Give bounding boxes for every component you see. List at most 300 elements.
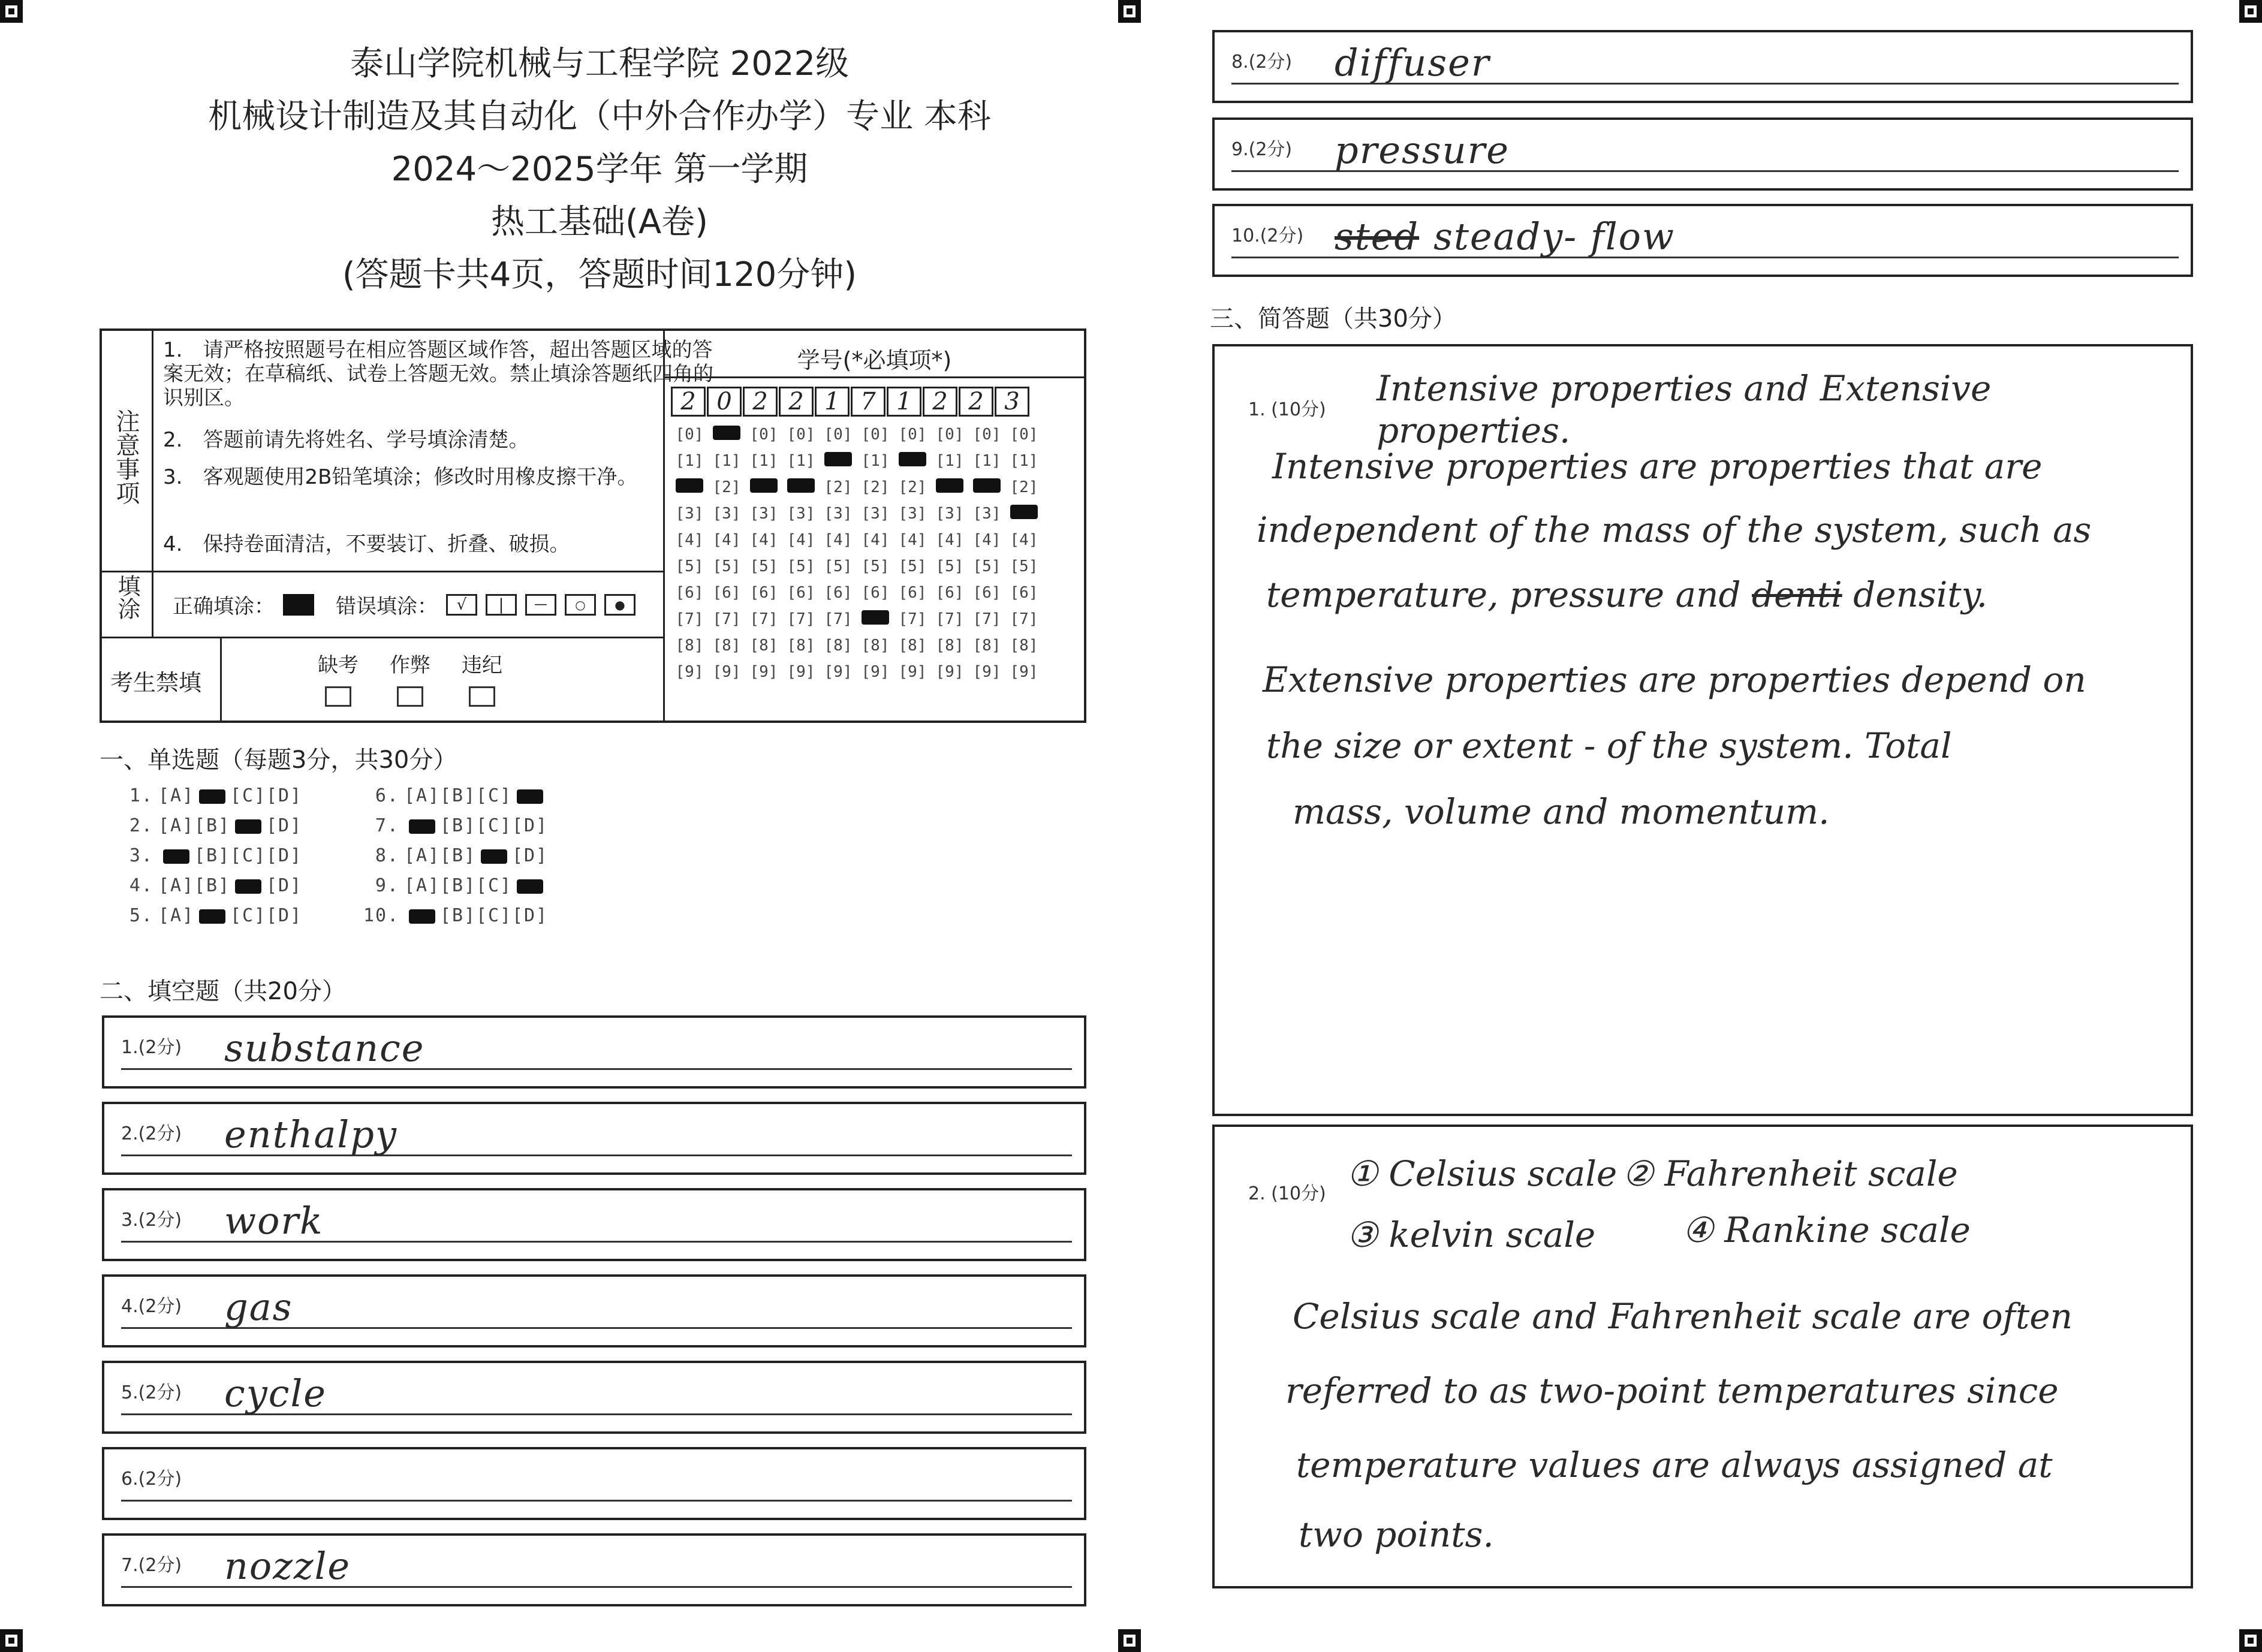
fill-in-answer[interactable] [224, 1371, 327, 1415]
id-bubble[interactable]: [9] [1010, 663, 1038, 681]
divider [102, 571, 663, 572]
student-id-bubble-grid [671, 421, 1043, 685]
id-bubble-filled [862, 610, 889, 625]
fill-row [173, 590, 635, 619]
id-bubble[interactable]: [5] [972, 557, 1001, 575]
mc-option-c[interactable]: [C] [476, 815, 513, 836]
correct-fill-label: 正确填涂： [173, 595, 275, 619]
id-bubble[interactable]: [7] [1010, 610, 1038, 628]
id-bubble[interactable]: [6] [861, 584, 890, 602]
notice-item-3: 3. 客观题使用2B铅笔填涂；修改时用橡皮擦干净。 [163, 465, 638, 489]
mc-option-b[interactable]: [B] [440, 785, 477, 806]
mc-option-c[interactable]: [C] [230, 845, 267, 866]
wrong-mark-circle: ○ [565, 594, 596, 616]
id-bubble[interactable]: [4] [861, 531, 890, 549]
id-bubble[interactable] [820, 448, 857, 474]
id-bubble-row [671, 632, 1043, 659]
id-bubble-row [671, 448, 1043, 474]
fill-in-answer-text: steady- flow [1433, 215, 1676, 258]
id-bubble[interactable]: [5] [712, 557, 741, 575]
id-bubble[interactable]: [7] [712, 610, 741, 628]
header-line-3: 2024～2025学年 第一学期 [391, 150, 808, 189]
id-digit[interactable]: 2 [923, 387, 957, 417]
mc-option-d[interactable]: [D] [512, 845, 549, 866]
fill-in-answer-text: work [224, 1199, 324, 1243]
fill-in-answer[interactable] [1335, 41, 1490, 85]
mc-option-a[interactable]: [A] [158, 875, 195, 896]
mc-option-d[interactable]: [D] [266, 845, 303, 866]
id-bubble[interactable] [857, 606, 894, 632]
mc-column-right [363, 785, 548, 935]
id-bubble[interactable]: [3] [749, 505, 778, 523]
mc-option-filled [517, 879, 543, 894]
id-bubble-row [671, 421, 1043, 448]
mc-question-number: 2. [129, 815, 153, 836]
id-bubble[interactable]: [3] [935, 505, 964, 523]
fill-in-answer[interactable] [224, 1199, 324, 1243]
id-bubble[interactable]: [4] [824, 531, 853, 549]
mc-option-b[interactable]: [B] [194, 815, 231, 836]
short-answer-1-line-6: the size or extent - of the system. Total [1266, 725, 1952, 766]
mc-option-a[interactable] [158, 845, 194, 866]
id-bubble[interactable]: [5] [861, 557, 890, 575]
mc-option-b[interactable]: [B] [440, 905, 477, 926]
fill-in-label: 8.(2分) [1231, 52, 1293, 73]
short-answer-1-line-4-text: temperature, pressure and denti density. [1266, 574, 1988, 615]
mc-option-d[interactable]: [D] [512, 905, 549, 926]
id-bubble[interactable]: [1] [712, 452, 741, 470]
mc-option-filled [409, 909, 435, 924]
id-digit[interactable]: 2 [671, 387, 706, 417]
id-bubble[interactable]: [8] [972, 637, 1001, 655]
fill-in-answer-text: pressure [1335, 128, 1510, 172]
correct-fill-example [283, 594, 314, 616]
id-bubble-row [671, 474, 1043, 501]
id-bubble[interactable]: [5] [824, 557, 853, 575]
absent-checkbox[interactable] [325, 686, 351, 707]
notice-side-column [102, 331, 153, 571]
id-bubble[interactable]: [9] [935, 663, 964, 681]
id-bubble[interactable]: [6] [712, 584, 741, 602]
wrong-fill-label: 错误填涂： [336, 595, 438, 619]
id-bubble[interactable]: [9] [787, 663, 815, 681]
id-bubble[interactable] [671, 474, 708, 501]
fill-in-answer[interactable] [224, 1544, 351, 1588]
mc-option-filled [409, 819, 435, 834]
corner-marker-top-left [0, 0, 23, 23]
mc-question-row [118, 785, 302, 815]
fill-in-answer-text: substance [224, 1026, 425, 1070]
id-bubble[interactable]: [6] [675, 584, 704, 602]
student-id-label: 学号(*必填项*) [665, 342, 1084, 378]
notice-side-label: 注意事项 [112, 409, 140, 505]
fill-in-box-6 [102, 1447, 1086, 1520]
mc-question-number: 6. [375, 785, 399, 806]
id-bubble[interactable] [782, 474, 820, 501]
id-bubble[interactable]: [5] [787, 557, 815, 575]
mc-question-number: 8. [375, 845, 399, 866]
fill-in-answer[interactable] [1335, 215, 1675, 258]
id-bubble[interactable]: [4] [675, 531, 704, 549]
header-line-2: 机械设计制造及其自动化（中外合作办学）专业 本科 [208, 97, 991, 136]
corner-marker-top-right [2239, 0, 2262, 23]
id-bubble[interactable]: [3] [675, 505, 704, 523]
fill-in-box-10 [1212, 204, 2193, 277]
id-bubble-filled [676, 478, 703, 493]
forbidden-label: 考生禁填 [110, 670, 202, 696]
id-bubble[interactable]: [4] [935, 531, 964, 549]
id-bubble[interactable]: [9] [898, 663, 927, 681]
short-answer-box-2 [1212, 1125, 2193, 1588]
mc-option-a[interactable] [404, 905, 440, 926]
id-bubble[interactable]: [9] [972, 663, 1001, 681]
mc-option-a[interactable]: [A] [404, 875, 441, 896]
id-bubble[interactable]: [9] [749, 663, 778, 681]
mc-option-a[interactable]: [A] [158, 815, 195, 836]
mc-option-d[interactable]: [D] [266, 785, 303, 806]
short-answer-2-label: 2. (10分) [1248, 1183, 1326, 1204]
id-bubble[interactable]: [2] [712, 478, 741, 496]
id-bubble[interactable]: [7] [972, 610, 1001, 628]
fill-in-box-3 [102, 1188, 1086, 1261]
id-bubble[interactable]: [2] [1010, 478, 1038, 496]
mc-option-b[interactable]: [B] [440, 815, 477, 836]
id-bubble[interactable]: [8] [824, 637, 853, 655]
mc-option-b[interactable]: [B] [440, 875, 477, 896]
notice-item-1: 1. 请严格按照题号在相应答题区域作答，超出答题区域的答案无效；在草稿纸、试卷上答题无效。禁止填涂答题纸四角的识别区。 [163, 338, 713, 410]
mc-question-row [118, 845, 302, 875]
id-bubble-filled [787, 478, 815, 493]
mc-option-filled [517, 789, 543, 804]
header-line-1: 泰山学院机械与工程学院 2022级 [350, 44, 850, 83]
id-bubble[interactable]: [8] [861, 637, 890, 655]
mc-option-c[interactable]: [C] [230, 905, 267, 926]
fill-in-box-1 [102, 1015, 1086, 1089]
mc-question-row [363, 875, 548, 905]
scale-4: ④ Rankine scale [1682, 1210, 1971, 1250]
fill-in-answer-text: diffuser [1335, 41, 1490, 85]
student-id-digits [665, 378, 1084, 417]
fill-in-label: 2.(2分) [121, 1123, 182, 1144]
id-bubble[interactable]: [6] [787, 584, 815, 602]
fill-label: 填涂 [114, 574, 140, 620]
id-bubble[interactable]: [5] [675, 557, 704, 575]
id-digit[interactable]: 1 [815, 387, 850, 417]
wrong-mark-check: √ [446, 594, 477, 616]
mc-option-a[interactable]: [A] [404, 785, 441, 806]
mc-option-a[interactable] [404, 815, 440, 836]
forbidden-side-column [102, 637, 222, 721]
id-bubble[interactable]: [6] [824, 584, 853, 602]
wrong-mark-dash: — [525, 594, 556, 616]
id-bubble-row [671, 553, 1043, 580]
short-answer-1-line-7: mass, volume and momentum. [1293, 791, 1830, 832]
id-bubble[interactable] [745, 474, 782, 501]
id-bubble[interactable]: [0] [1010, 426, 1038, 444]
fill-in-box-2 [102, 1102, 1086, 1175]
id-bubble[interactable]: [1] [935, 452, 964, 470]
id-bubble[interactable]: [5] [935, 557, 964, 575]
fill-in-label: 1.(2分) [121, 1037, 182, 1058]
id-bubble[interactable]: [2] [898, 478, 927, 496]
cheat-checkbox[interactable] [397, 686, 423, 707]
mc-option-d[interactable]: [D] [266, 875, 303, 896]
fill-side-column [102, 571, 153, 637]
id-bubble[interactable]: [7] [749, 610, 778, 628]
id-digit[interactable]: 1 [887, 387, 921, 417]
id-digit[interactable]: 2 [959, 387, 993, 417]
short-answer-2-line-3: temperature values are always assigned at [1296, 1445, 2053, 1485]
id-bubble[interactable] [1005, 501, 1043, 527]
id-bubble-filled [899, 452, 926, 466]
mc-option-b[interactable]: [B] [194, 875, 231, 896]
id-bubble[interactable]: [0] [861, 426, 890, 444]
mc-option-filled [163, 849, 189, 864]
mc-option-c[interactable] [230, 875, 266, 896]
forbidden-item-label: 违纪 [462, 653, 502, 677]
mc-option-c[interactable] [230, 815, 266, 836]
mc-question-row [363, 845, 548, 875]
mc-question-number: 1. [129, 785, 153, 806]
id-bubble[interactable]: [8] [749, 637, 778, 655]
id-bubble[interactable]: [3] [712, 505, 741, 523]
id-bubble[interactable]: [9] [675, 663, 704, 681]
id-bubble[interactable]: [3] [972, 505, 1001, 523]
corner-marker-bottom-left [0, 1629, 23, 1652]
fill-in-label: 7.(2分) [121, 1555, 182, 1576]
id-bubble-row [671, 606, 1043, 632]
fill-in-label: 6.(2分) [121, 1469, 182, 1490]
mc-question-number: 9. [375, 875, 399, 896]
short-answer-1-label: 1. (10分) [1248, 399, 1326, 420]
fill-in-label: 10.(2分) [1231, 225, 1304, 246]
id-bubble-filled [1010, 505, 1038, 519]
fill-in-box-5 [102, 1361, 1086, 1434]
id-bubble[interactable]: [4] [787, 531, 815, 549]
id-bubble[interactable]: [0] [972, 426, 1001, 444]
mc-option-c[interactable]: [C] [476, 905, 513, 926]
mc-option-b[interactable]: [B] [194, 845, 231, 866]
scale-2: ② Fahrenheit scale [1622, 1153, 1958, 1194]
short-answer-2-line-1: Celsius scale and Fahrenheit scale are often [1293, 1296, 2073, 1337]
id-bubble[interactable]: [3] [861, 505, 890, 523]
id-digit[interactable]: 3 [995, 387, 1029, 417]
id-bubble[interactable]: [7] [675, 610, 704, 628]
id-bubble[interactable]: [6] [935, 584, 964, 602]
mc-option-d[interactable] [512, 785, 548, 806]
id-bubble[interactable] [894, 448, 931, 474]
id-bubble[interactable]: [4] [898, 531, 927, 549]
id-bubble[interactable]: [1] [972, 452, 1001, 470]
id-bubble[interactable]: [8] [935, 637, 964, 655]
mc-question-row [118, 905, 302, 935]
fill-in-answer[interactable] [1335, 128, 1510, 172]
mc-option-filled [481, 849, 507, 864]
corner-marker-bottom-right [2239, 1629, 2262, 1652]
id-bubble[interactable]: [0] [898, 426, 927, 444]
id-bubble[interactable]: [7] [898, 610, 927, 628]
id-bubble[interactable]: [2] [824, 478, 853, 496]
short-answer-1-line-1: Intensive properties and Extensive properties. [1377, 368, 1992, 451]
fill-in-answer[interactable] [224, 1026, 424, 1070]
id-digit[interactable]: 0 [707, 387, 742, 417]
section2-title: 二、填空题（共20分） [100, 978, 346, 1005]
fill-in-label: 5.(2分) [121, 1382, 182, 1403]
id-bubble[interactable]: [0] [824, 426, 853, 444]
id-digit[interactable]: 2 [779, 387, 814, 417]
id-bubble[interactable]: [2] [861, 478, 890, 496]
mc-option-filled [235, 819, 261, 834]
fill-in-answer-text: enthalpy [224, 1113, 397, 1156]
id-bubble[interactable]: [3] [824, 505, 853, 523]
id-bubble[interactable]: [5] [749, 557, 778, 575]
id-bubble[interactable]: [1] [675, 452, 704, 470]
short-answer-2-line-4: two points. [1299, 1514, 1494, 1555]
id-bubble[interactable] [931, 474, 968, 501]
short-answer-1-line-5: Extensive properties are properties depend on [1263, 659, 2086, 700]
id-bubble[interactable]: [4] [972, 531, 1001, 549]
mc-option-d[interactable] [512, 875, 548, 896]
id-bubble[interactable]: [5] [1010, 557, 1038, 575]
id-bubble[interactable]: [1] [787, 452, 815, 470]
id-bubble[interactable]: [1] [1010, 452, 1038, 470]
mc-option-c[interactable]: [C] [476, 875, 513, 896]
mc-option-a[interactable]: [A] [158, 905, 195, 926]
fill-in-box-4 [102, 1274, 1086, 1347]
id-bubble[interactable]: [1] [749, 452, 778, 470]
fill-in-label: 3.(2分) [121, 1210, 182, 1231]
forbidden-item-cheat [390, 649, 430, 712]
id-bubble[interactable]: [8] [1010, 637, 1038, 655]
id-bubble[interactable]: [3] [787, 505, 815, 523]
id-bubble[interactable]: [7] [787, 610, 815, 628]
mc-option-a[interactable]: [A] [158, 785, 195, 806]
id-bubble[interactable]: [8] [787, 637, 815, 655]
forbidden-item-label: 缺考 [318, 653, 359, 677]
id-bubble[interactable]: [9] [824, 663, 853, 681]
short-answer-1-line-4 [1266, 574, 1987, 616]
mc-question-number: 5. [129, 905, 153, 926]
id-bubble[interactable]: [9] [861, 663, 890, 681]
notice-item-4: 4. 保持卷面清洁，不要装订、折叠、破损。 [163, 532, 570, 556]
id-bubble-row [671, 527, 1043, 553]
wrong-mark-bar: | [486, 594, 517, 616]
id-bubble[interactable]: [8] [712, 637, 741, 655]
short-answer-1-line-2: Intensive properties are properties that are [1272, 446, 2043, 487]
corner-marker-bottom-center [1118, 1629, 1141, 1652]
mc-option-filled [199, 909, 225, 924]
fill-in-box-9 [1212, 117, 2193, 191]
mc-option-d[interactable]: [D] [266, 815, 303, 836]
short-answer-2-line-2: referred to as two-point temperatures since [1285, 1370, 2059, 1411]
mc-option-a[interactable]: [A] [404, 845, 441, 866]
id-bubble[interactable]: [6] [1010, 584, 1038, 602]
id-bubble[interactable] [708, 421, 745, 448]
header-line-5: (答题卡共4页，答题时间120分钟) [342, 255, 857, 294]
short-answer-box-1 [1212, 344, 2193, 1116]
mc-question-row [118, 815, 302, 845]
header-line-4: 热工基础(A卷) [490, 203, 708, 242]
fill-in-answer[interactable] [224, 1285, 293, 1329]
answer-line [121, 1500, 1072, 1502]
id-bubble[interactable]: [1] [861, 452, 890, 470]
id-bubble[interactable]: [8] [898, 637, 927, 655]
wrong-mark-dot: ● [604, 594, 635, 616]
fill-in-label: 9.(2分) [1231, 139, 1293, 160]
violation-checkbox[interactable] [469, 686, 495, 707]
forbidden-item-label: 作弊 [390, 653, 430, 677]
mc-question-row [363, 815, 548, 845]
id-bubble-filled [936, 478, 963, 493]
id-bubble[interactable]: [5] [898, 557, 927, 575]
mc-option-c[interactable]: [C] [476, 785, 513, 806]
scale-1: ① Celsius scale [1347, 1153, 1618, 1194]
id-bubble[interactable]: [4] [749, 531, 778, 549]
id-digit[interactable]: 7 [851, 387, 885, 417]
student-id-block [663, 331, 1084, 721]
mc-question-row [118, 875, 302, 905]
mc-question-number: 4. [129, 875, 153, 896]
mc-option-b[interactable] [194, 905, 230, 926]
mc-question-number: 7. [375, 815, 399, 836]
mc-option-c[interactable] [476, 845, 512, 866]
id-bubble-filled [750, 478, 778, 493]
section1-title: 一、单选题（每题3分，共30分） [100, 746, 457, 774]
mc-option-b[interactable]: [B] [440, 845, 477, 866]
mc-option-b[interactable] [194, 785, 230, 806]
id-bubble-row [671, 501, 1043, 527]
id-bubble-filled [973, 478, 1001, 493]
struck-text: sted [1335, 215, 1420, 258]
id-bubble[interactable]: [0] [935, 426, 964, 444]
fill-in-box-7 [102, 1533, 1086, 1606]
id-bubble[interactable]: [7] [824, 610, 853, 628]
fill-in-answer-text: gas [224, 1285, 293, 1329]
id-digit[interactable]: 2 [743, 387, 778, 417]
id-bubble[interactable]: [6] [898, 584, 927, 602]
mc-option-d[interactable]: [D] [512, 815, 549, 836]
id-bubble[interactable]: [4] [1010, 531, 1038, 549]
id-bubble[interactable] [968, 474, 1005, 501]
short-answer-1-line-3: independent of the mass of the system, such as [1257, 510, 2092, 550]
notice-item-2: 2. 答题前请先将姓名、学号填涂清楚。 [163, 428, 529, 452]
scale-3: ③ kelvin scale [1347, 1214, 1596, 1255]
forbidden-item-violation [462, 649, 502, 712]
id-bubble[interactable]: [7] [935, 610, 964, 628]
mc-question-row [363, 905, 548, 935]
id-bubble[interactable]: [4] [712, 531, 741, 549]
id-bubble[interactable]: [8] [675, 637, 704, 655]
forbidden-items [318, 649, 502, 712]
info-box [100, 328, 1086, 723]
mc-option-d[interactable]: [D] [266, 905, 303, 926]
id-bubble[interactable]: [0] [787, 426, 815, 444]
id-bubble[interactable]: [0] [749, 426, 778, 444]
fill-in-answer-text: nozzle [224, 1544, 351, 1588]
id-bubble[interactable]: [9] [712, 663, 741, 681]
mc-question-number: 10. [363, 905, 400, 926]
id-bubble[interactable]: [6] [972, 584, 1001, 602]
fill-in-answer[interactable] [224, 1113, 397, 1156]
mc-option-c[interactable]: [C] [230, 785, 267, 806]
corner-marker-top-center [1118, 0, 1141, 23]
id-bubble[interactable]: [3] [898, 505, 927, 523]
id-bubble-filled [824, 452, 852, 466]
id-bubble[interactable]: [0] [675, 426, 704, 444]
notice-items [163, 338, 715, 556]
id-bubble[interactable]: [6] [749, 584, 778, 602]
mc-question-row [363, 785, 548, 815]
